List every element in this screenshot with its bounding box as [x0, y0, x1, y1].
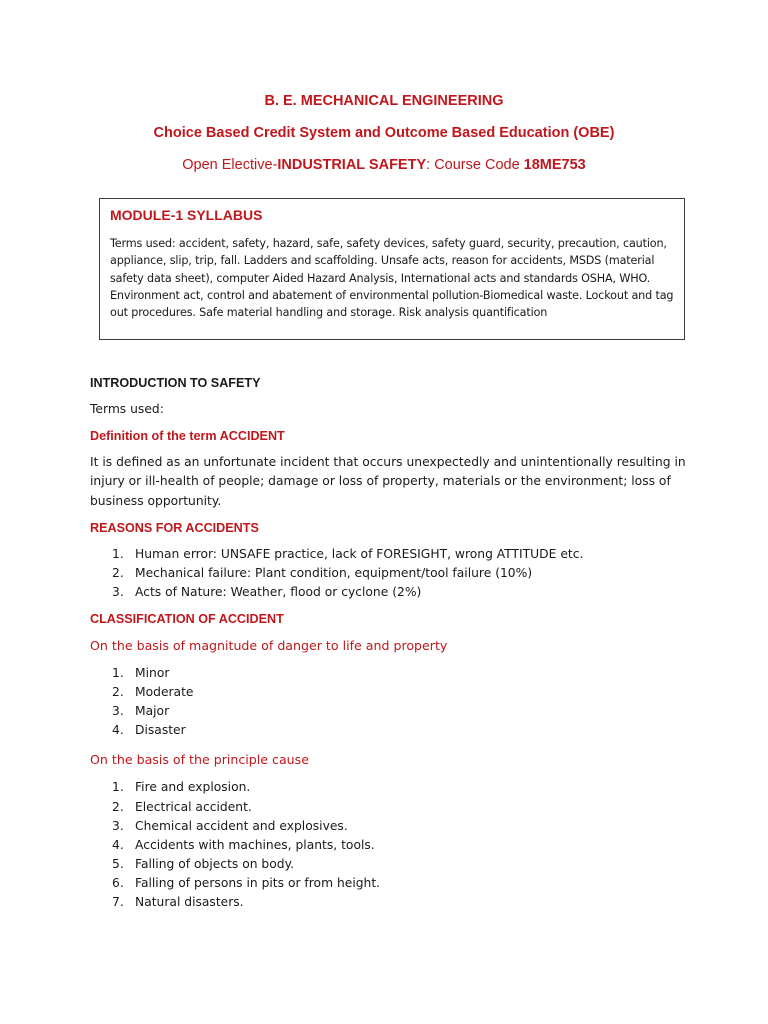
cause-heading: On the basis of the principle cause: [90, 752, 309, 768]
course-line: [0, 157, 768, 173]
reasons-heading: REASONS FOR ACCIDENTS: [90, 520, 259, 535]
terms-used-label: Terms used:: [90, 402, 164, 416]
classification-heading: CLASSIFICATION OF ACCIDENT: [90, 612, 284, 627]
course-code: 18ME753: [523, 157, 586, 173]
course-prefix: Open Elective-: [182, 157, 278, 173]
list-item: 1. Minor: [112, 666, 170, 681]
list-item: 7. Natural disasters.: [112, 895, 244, 910]
list-item: 2. Moderate: [112, 685, 194, 700]
list-item: 3. Acts of Nature: Weather, flood or cyclone (2%): [112, 585, 422, 599]
list-item: 3. Major: [112, 704, 170, 719]
list-item: 4. Accidents with machines, plants, tools.: [112, 837, 375, 852]
course-subject: INDUSTRIAL SAFETY: [277, 157, 427, 173]
cause-list: [90, 778, 690, 912]
syllabus-title: MODULE-1 SYLLABUS: [110, 207, 263, 223]
magnitude-heading: On the basis of magnitude of danger to life and property: [90, 638, 448, 654]
list-item: 2. Electrical accident.: [112, 799, 252, 814]
list-item: 1. Human error: UNSAFE practice, lack of FORESIGHT, wrong ATTITUDE etc.: [112, 546, 584, 561]
list-item: 1. Fire and explosion.: [112, 780, 251, 795]
reasons-list: [90, 545, 690, 602]
accident-definition-heading: Definition of the term ACCIDENT: [90, 429, 285, 444]
accident-definition-text: It is defined as an unfortunate incident that occurs unexpectedly and unintentionally resulting in injury or ill-health of people; damage or loss of property, materials or the environment; loss of business opportunity.: [90, 455, 686, 508]
syllabus-box: [99, 198, 685, 340]
magnitude-list: [90, 664, 690, 740]
main-content: [90, 376, 690, 912]
doc-subtitle: Choice Based Credit System and Outcome Based Education (OBE): [153, 125, 615, 141]
list-item: 5. Falling of objects on body.: [112, 856, 295, 871]
intro-heading: INTRODUCTION TO SAFETY: [90, 376, 261, 390]
list-item: 6. Falling of persons in pits or from height.: [112, 875, 381, 890]
list-item: 4. Disaster: [112, 723, 186, 738]
list-item: 3. Chemical accident and explosives.: [112, 818, 348, 833]
list-item: 2. Mechanical failure: Plant condition, equipment/tool failure (10%): [112, 565, 533, 580]
doc-title: B. E. MECHANICAL ENGINEERING: [264, 93, 504, 109]
course-mid: : Course Code: [426, 157, 524, 173]
syllabus-text: Terms used: accident, safety, hazard, safe, safety devices, safety guard, security, precaution, caution, appliance, slip, trip, fall. Ladders and scaffolding. Unsafe acts, reason for accidents, MSDS (material safety data sheet), computer Aided Hazard Analysis, International acts and standards OSHA, WHO. Environment act, control and abatement of environmental pollution-Biomedical waste. Lockout and tag out procedures. Safe material handling and storage. Risk analysis quantification: [110, 237, 674, 320]
